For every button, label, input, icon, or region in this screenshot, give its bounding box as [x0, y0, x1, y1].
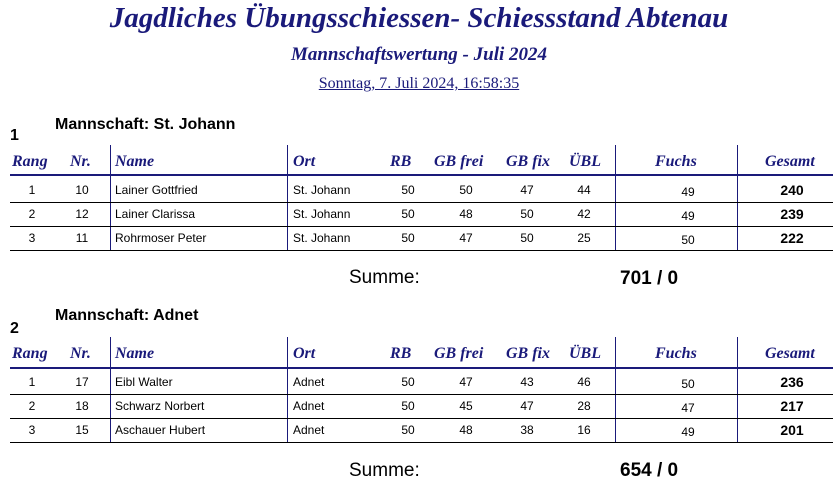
cell-gb-fix: 50 [520, 207, 534, 221]
cell-ubl: 16 [577, 423, 591, 437]
cell-gb-fix: 47 [520, 399, 534, 413]
col-gesamt: Gesamt [765, 153, 815, 170]
sum-label: Summe: [349, 460, 420, 481]
col-gb-frei: GB frei [434, 345, 484, 362]
cell-rang: 1 [28, 375, 36, 389]
col-fuchs: Fuchs [655, 153, 697, 170]
col-ort: Ort [293, 153, 316, 170]
col-ort: Ort [293, 345, 316, 362]
cell-gb-frei: 47 [459, 375, 473, 389]
cell-rang: 3 [28, 423, 36, 437]
col-rang: Rang [12, 345, 48, 362]
cell-gb-frei: 50 [459, 183, 473, 197]
col-gb-frei: GB frei [434, 153, 484, 170]
cell-rang: 3 [28, 231, 36, 245]
cell-fuchs: 47 [681, 401, 695, 415]
cell-ort: Adnet [293, 375, 325, 389]
cell-nr: 10 [75, 183, 89, 197]
cell-gesamt: 222 [780, 230, 804, 246]
cell-ort: Adnet [293, 399, 325, 413]
cell-ort: St. Johann [293, 183, 351, 197]
cell-ubl: 44 [577, 183, 591, 197]
cell-rang: 2 [28, 207, 36, 221]
cell-gb-frei: 47 [459, 231, 473, 245]
col-ubl: ÜBL [569, 345, 601, 362]
cell-gb-frei: 45 [459, 399, 473, 413]
cell-gesamt: 236 [780, 374, 804, 390]
cell-ubl: 25 [577, 231, 591, 245]
col-name: Name [115, 345, 155, 362]
team-sum: 654 / 0 [620, 460, 679, 481]
report-subtitle: Mannschaftswertung - Juli 2024 [290, 44, 548, 65]
cell-ubl: 28 [577, 399, 591, 413]
cell-gesamt: 239 [780, 206, 804, 222]
cell-ubl: 46 [577, 375, 591, 389]
col-nr: Nr. [70, 153, 91, 170]
cell-fuchs: 49 [681, 209, 695, 223]
sum-label: Summe: [349, 267, 420, 288]
col-gb-fix: GB fix [506, 345, 550, 362]
col-rang: Rang [12, 153, 48, 170]
cell-nr: 18 [75, 399, 89, 413]
team-title: Mannschaft: St. Johann [55, 116, 236, 133]
cell-gesamt: 217 [780, 398, 804, 414]
cell-rb: 50 [401, 375, 415, 389]
cell-gb-fix: 43 [520, 375, 534, 389]
cell-rb: 50 [401, 399, 415, 413]
col-rb: RB [390, 153, 412, 170]
cell-gb-frei: 48 [459, 423, 473, 437]
col-name: Name [115, 153, 155, 170]
report-date: Sonntag, 7. Juli 2024, 16:58:35 [318, 75, 520, 92]
cell-gesamt: 240 [780, 182, 804, 198]
team-title: Mannschaft: Adnet [55, 307, 199, 324]
cell-name: Rohrmoser Peter [115, 231, 207, 245]
cell-rb: 50 [401, 231, 415, 245]
col-gesamt: Gesamt [765, 345, 815, 362]
cell-ort: Adnet [293, 423, 325, 437]
cell-gb-fix: 50 [520, 231, 534, 245]
cell-gb-frei: 48 [459, 207, 473, 221]
col-ubl: ÜBL [569, 153, 601, 170]
cell-ort: St. Johann [293, 231, 351, 245]
cell-name: Eibl Walter [115, 375, 173, 389]
cell-ubl: 42 [577, 207, 591, 221]
cell-rang: 1 [28, 183, 36, 197]
cell-nr: 12 [75, 207, 89, 221]
cell-gb-fix: 38 [520, 423, 534, 437]
team-rank: 1 [10, 127, 19, 144]
cell-fuchs: 50 [681, 233, 695, 247]
cell-nr: 17 [75, 375, 89, 389]
col-fuchs: Fuchs [655, 345, 697, 362]
cell-gb-fix: 47 [520, 183, 534, 197]
cell-fuchs: 49 [681, 425, 695, 439]
team-sum: 701 / 0 [620, 268, 679, 289]
cell-rb: 50 [401, 207, 415, 221]
cell-name: Schwarz Norbert [115, 399, 205, 413]
cell-fuchs: 50 [681, 377, 695, 391]
cell-rang: 2 [28, 399, 36, 413]
cell-rb: 50 [401, 183, 415, 197]
cell-name: Aschauer Hubert [115, 423, 206, 437]
cell-name: Lainer Gottfried [115, 183, 198, 197]
cell-nr: 11 [75, 231, 89, 245]
cell-fuchs: 49 [681, 185, 695, 199]
cell-ort: St. Johann [293, 207, 351, 221]
col-rb: RB [390, 345, 412, 362]
cell-rb: 50 [401, 423, 415, 437]
cell-name: Lainer Clarissa [115, 207, 196, 221]
col-nr: Nr. [70, 345, 91, 362]
team-rank: 2 [10, 320, 19, 337]
cell-nr: 15 [75, 423, 89, 437]
report-title: Jagdliches Übungsschiessen- Schiessstand Abtenau [109, 2, 729, 34]
col-gb-fix: GB fix [506, 153, 550, 170]
cell-gesamt: 201 [780, 422, 804, 438]
